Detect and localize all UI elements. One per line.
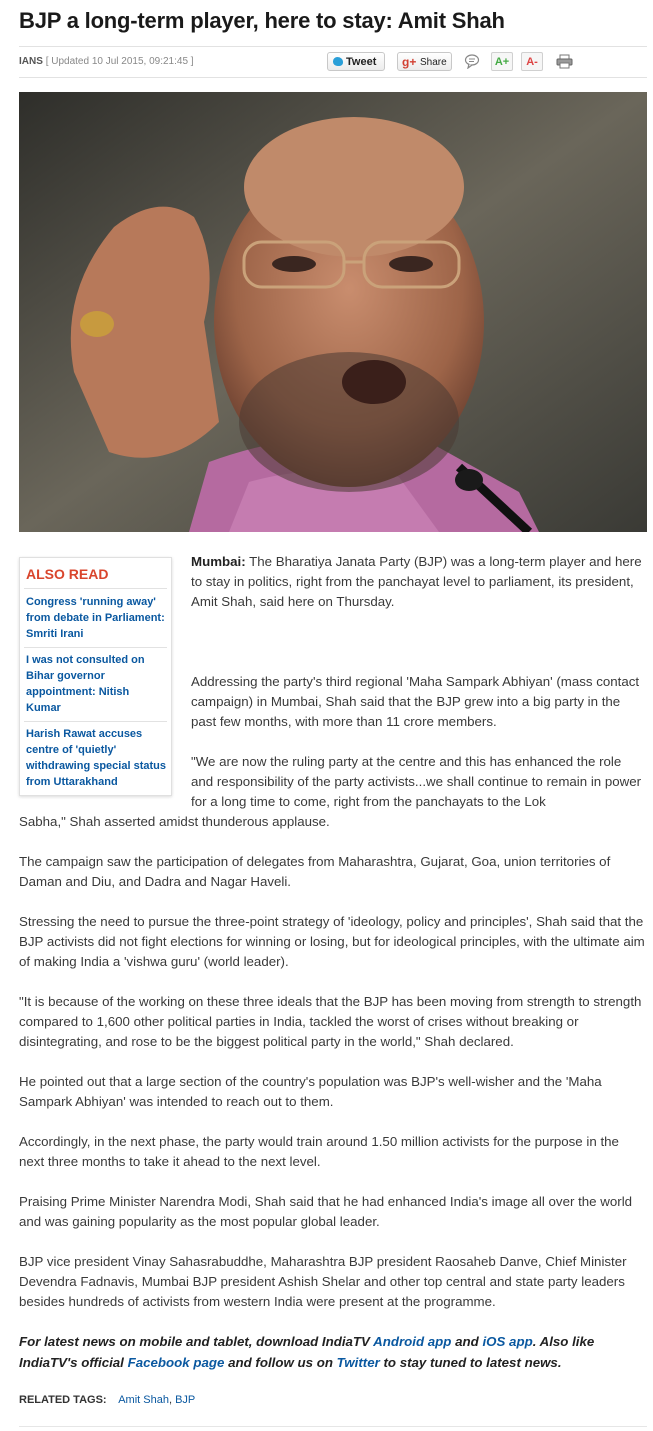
promo-text: to stay tuned to latest news. (379, 1355, 562, 1370)
also-read-heading: ALSO READ (26, 566, 109, 582)
facebook-page-link[interactable]: Facebook page (127, 1355, 225, 1370)
paragraph-text: The Bharatiya Janata Party (BJP) was a long-term player and here to stay in politics, right from the panchayat level to parliament, its president, Amit Shah, said here on Thursday. (191, 554, 642, 609)
related-tags (19, 1394, 195, 1406)
share-label: Share (420, 57, 447, 68)
also-read-link[interactable]: I was not consulted on Bihar governor appointment: Nitish Kumar (26, 654, 145, 714)
also-read-link[interactable]: Harish Rawat accuses centre of 'quietly' withdrawing special status from Uttarakhand (26, 728, 166, 788)
print-icon[interactable] (556, 54, 573, 69)
android-app-link[interactable]: Android app (373, 1334, 452, 1349)
article-paragraph: He pointed out that a large section of the country's population was BJP's well-wisher and the 'Maha Sampark Abhiyan' was intended to reach out to them. (19, 1074, 602, 1109)
ios-app-link[interactable]: iOS app (482, 1334, 533, 1349)
font-decrease-button[interactable]: A- (521, 52, 543, 71)
article-paragraph: "We are now the ruling party at the centre and this has enhanced the role and responsibility of the party activists...we shall continue to remain in power for a long time to come, right from the panchayats to the Lok (191, 754, 642, 809)
tweet-label: Tweet (346, 56, 377, 68)
promo-text: and (451, 1334, 483, 1349)
article-paragraph: Accordingly, in the next phase, the party would train around 1.50 million activists for the purpose in the next three months to take it ahead to the next level. (19, 1134, 619, 1169)
comment-icon[interactable] (464, 53, 480, 69)
updated-timestamp: [ Updated 10 Jul 2015, 09:21:45 ] (45, 56, 194, 67)
tag-link-bjp[interactable]: BJP (175, 1394, 196, 1406)
article-paragraph: "It is because of the working on these three ideals that the BJP has been moving from strength to strength compared to 1,600 other political parties in India, tackled the worst of crises without breaking or disintegrating, and rose to be the biggest political party in the world," Shah declared. (19, 994, 642, 1049)
byline (19, 56, 194, 67)
also-read-divider (24, 721, 167, 722)
footer-divider (19, 1426, 647, 1427)
font-increase-button[interactable]: A+ (491, 52, 513, 71)
dateline: Mumbai: (191, 554, 246, 569)
tweet-button[interactable] (327, 52, 385, 71)
promo-text: . Also like IndiaTV's official (19, 1334, 595, 1370)
app-promo-text (19, 1331, 647, 1373)
article-paragraph: BJP vice president Vinay Sahasrabuddhe, Maharashtra BJP president Raosaheb Danve, Chief Minister Devendra Fadnavis, Mumbai BJP president Ashish Shelar and other top central and state party leaders besides hundreds of activists from western India were present at the programme. (19, 1254, 627, 1309)
google-plus-icon: g+ (402, 55, 417, 69)
article-paragraph: Stressing the need to pursue the three-point strategy of 'ideology, policy and principles', Shah said that the BJP activists did not fight elections for winning or losing, but for ideological principles, with the ultimate aim of making India a 'vishwa guru' (world leader). (19, 914, 645, 969)
promo-text: For latest news on mobile and tablet, download IndiaTV (19, 1334, 374, 1349)
also-read-box (19, 557, 172, 796)
google-plus-share-button[interactable] (397, 52, 452, 71)
also-read-link[interactable]: Congress 'running away' from debate in Parliament: Smriti Irani (26, 596, 165, 640)
source-label: IANS (19, 56, 43, 67)
tag-separator: , (168, 1394, 176, 1406)
related-tags-label: RELATED TAGS: (19, 1394, 107, 1406)
article-paragraph: Addressing the party's third regional 'Maha Sampark Abhiyan' (mass contact campaign) in Mumbai, Shah said that the BJP grew into a big party in the past few months, with more than 11 crore members. (191, 674, 640, 729)
article-paragraph (191, 552, 647, 612)
promo-text: and follow us on (224, 1355, 337, 1370)
article-paragraph: Sabha," Shah asserted amidst thunderous applause. (19, 814, 330, 829)
article-paragraph: Praising Prime Minister Narendra Modi, Shah said that he had enhanced India's image all over the world and was gaining popularity as the most popular global leader. (19, 1194, 633, 1229)
also-read-divider (24, 588, 167, 589)
article-title: BJP a long-term player, here to stay: Amit Shah (19, 8, 505, 33)
article-paragraph: The campaign saw the participation of delegates from Maharashtra, Gujarat, Goa, union territories of Daman and Diu, and Dadra and Nagar Haveli. (19, 854, 611, 889)
article-hero-image (19, 92, 647, 532)
also-read-divider (24, 647, 167, 648)
photo-speaker-illustration (19, 92, 647, 532)
twitter-bird-icon (333, 57, 343, 66)
tag-link-amit-shah[interactable]: Amit Shah (118, 1394, 169, 1406)
twitter-link[interactable]: Twitter (336, 1355, 380, 1370)
article-meta-bar (19, 46, 647, 78)
